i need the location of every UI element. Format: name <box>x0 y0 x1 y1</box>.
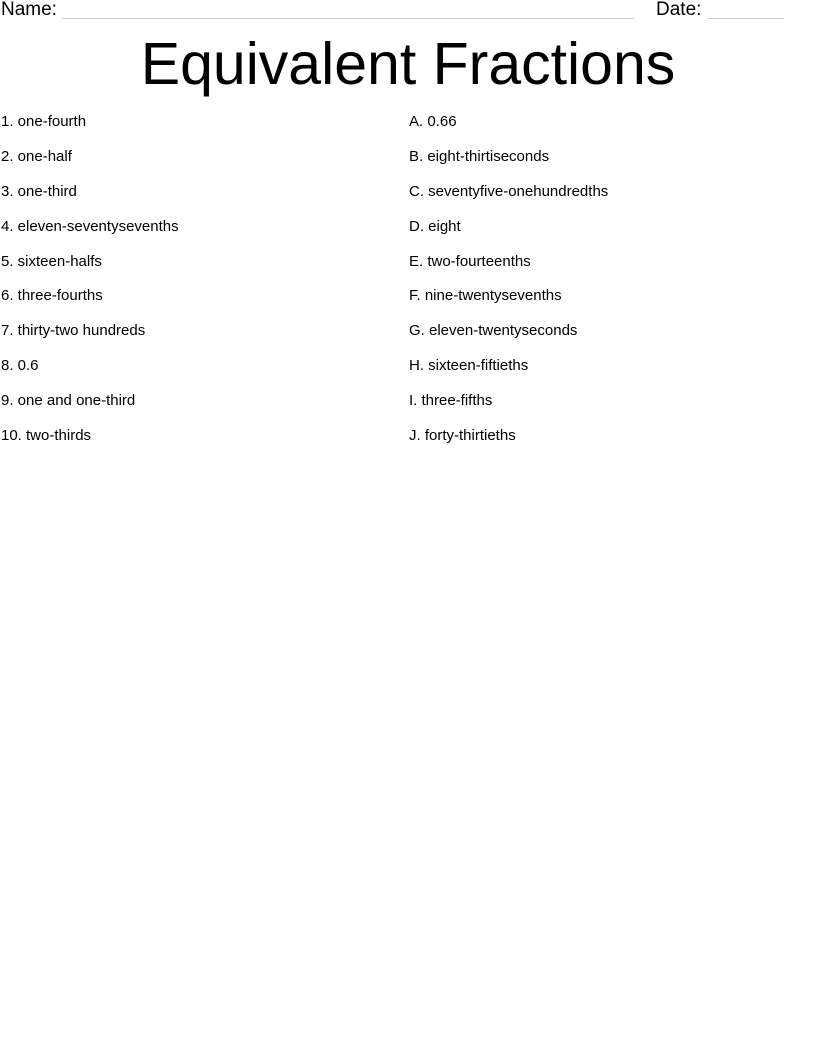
question-item: 8. 0.6 <box>1 357 39 375</box>
question-item: 7. thirty-two hundreds <box>1 322 146 340</box>
page-title: Equivalent Fractions <box>140 31 676 97</box>
answer-item: B. eight-thirtiseconds <box>409 147 550 165</box>
question-item: 4. eleven-seventysevenths <box>1 217 179 235</box>
answer-item: G. eleven-twentyseconds <box>409 322 578 340</box>
question-item: 1. one-fourth <box>1 113 87 130</box>
answer-item: C. seventyfive-onehundredths <box>409 182 609 200</box>
date-label: Date: <box>656 0 702 20</box>
header-row <box>0 0 816 24</box>
name-label: Name: <box>1 0 57 20</box>
answers-list <box>409 112 809 461</box>
answer-item: D. eight <box>409 217 461 235</box>
name-blank-line <box>62 18 634 19</box>
questions-list <box>1 112 391 461</box>
answer-item: A. 0.66 <box>409 113 457 130</box>
question-item: 10. two-thirds <box>1 427 92 445</box>
question-item: 9. one and one-third <box>1 392 136 410</box>
question-item: 6. three-fourths <box>1 287 103 305</box>
answer-item: F. nine-twentysevenths <box>409 287 562 305</box>
question-item: 2. one-half <box>1 147 72 165</box>
question-item: 3. one-third <box>1 182 77 200</box>
answer-item: J. forty-thirtieths <box>409 427 516 445</box>
question-item: 5. sixteen-halfs <box>1 252 102 270</box>
answer-item: I. three-fifths <box>409 392 493 410</box>
answer-item: H. sixteen-fiftieths <box>409 357 529 375</box>
date-blank-line <box>708 18 784 19</box>
answer-item: E. two-fourteenths <box>409 252 531 270</box>
